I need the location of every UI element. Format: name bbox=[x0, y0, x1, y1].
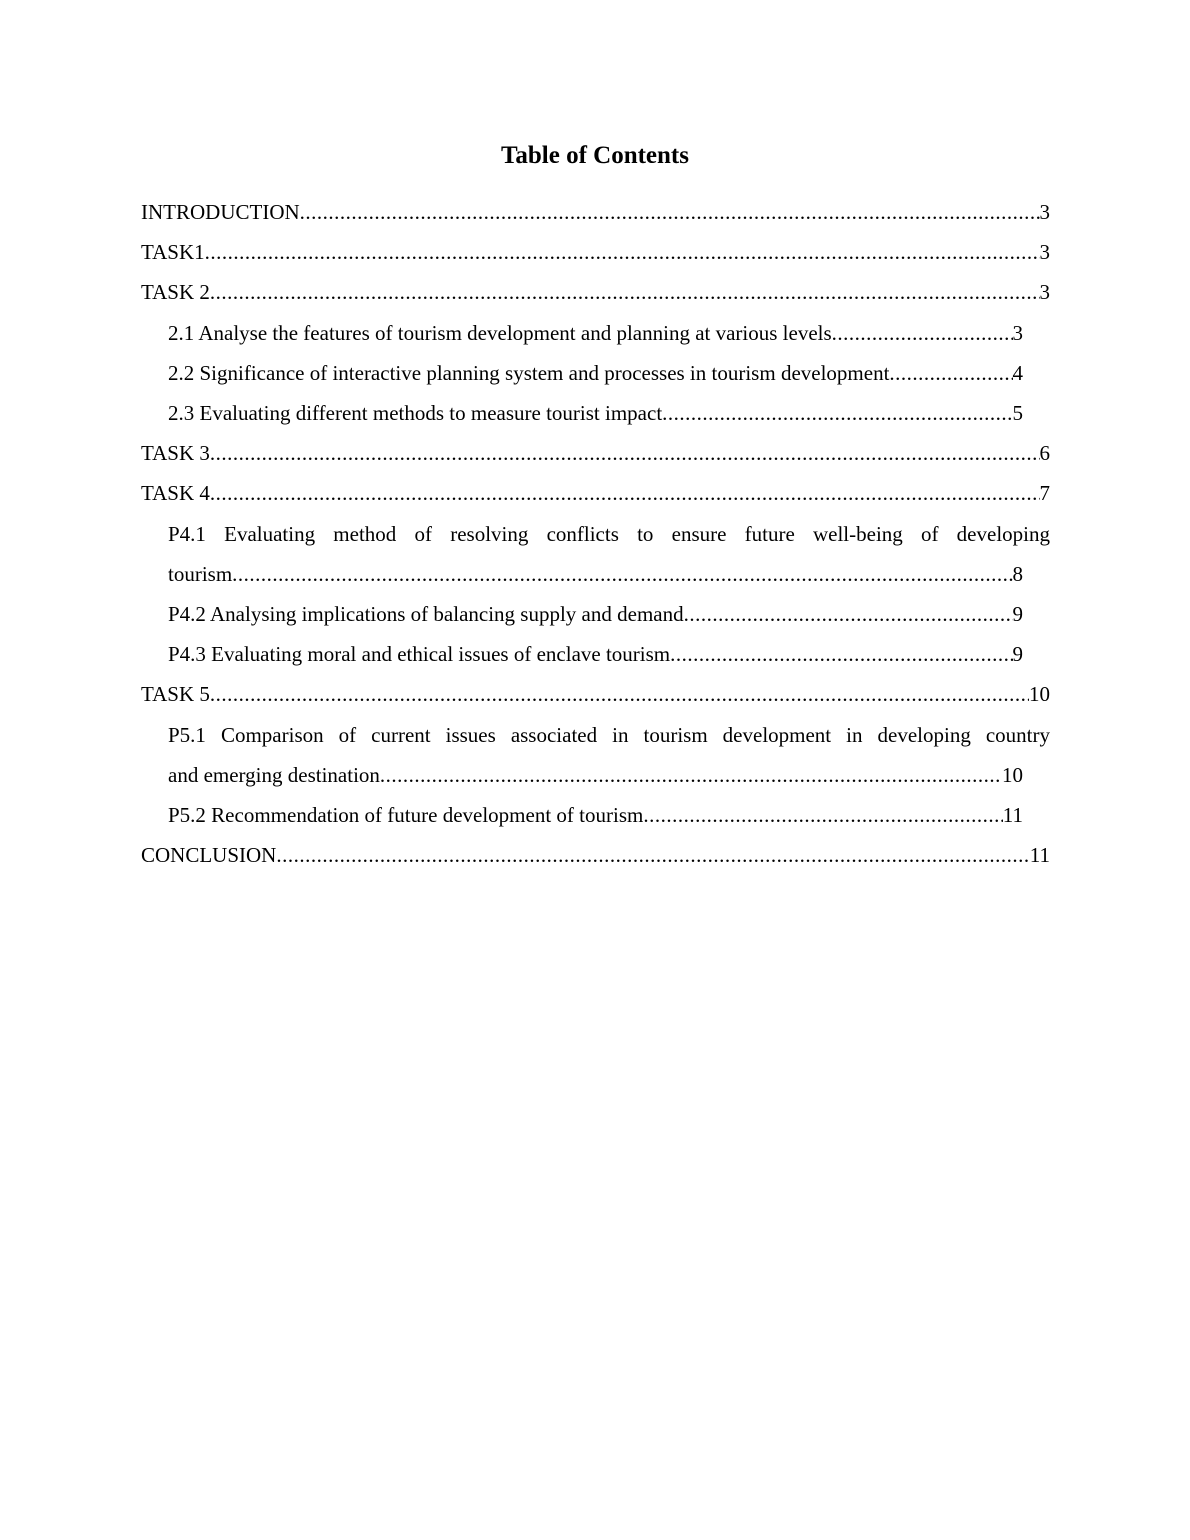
toc-entry-label-line1: P5.1 Comparison of current issues associated in tourism development in developing country bbox=[168, 722, 1050, 747]
toc-entry-label: P4.3 Evaluating moral and ethical issues of enclave tourism bbox=[168, 642, 671, 667]
toc-entry-label: TASK 2 bbox=[141, 280, 210, 305]
toc-entry-label: TASK 4 bbox=[141, 481, 210, 506]
toc-entry-task4[interactable] bbox=[141, 473, 1050, 513]
toc-entry-label: TASK1 bbox=[141, 240, 205, 265]
dot-leader bbox=[832, 313, 1013, 353]
toc-entry-page: 7 bbox=[1039, 481, 1050, 506]
toc-entry-page: 3 bbox=[1012, 320, 1023, 345]
dot-leader bbox=[205, 232, 1040, 272]
dot-leader bbox=[210, 674, 1029, 714]
toc-entry-2-2[interactable] bbox=[168, 353, 1023, 393]
toc-entry-p5-1[interactable] bbox=[168, 715, 1050, 795]
dot-leader bbox=[684, 594, 1013, 634]
dot-leader bbox=[670, 634, 1012, 674]
dot-leader bbox=[300, 192, 1040, 232]
toc-entry-label: 2.2 Significance of interactive planning system and processes in tourism development bbox=[168, 360, 890, 385]
toc-entry-page: 3 bbox=[1039, 240, 1050, 265]
toc-entry-label: CONCLUSION bbox=[141, 843, 277, 868]
toc-entry-introduction[interactable] bbox=[141, 192, 1050, 232]
toc-entry-page: 9 bbox=[1012, 642, 1023, 667]
dot-leader bbox=[643, 795, 1002, 835]
toc-entry-label: P4.2 Analysing implications of balancing supply and demand bbox=[168, 602, 684, 627]
dot-leader bbox=[210, 473, 1040, 513]
toc-entry-task2[interactable] bbox=[141, 272, 1050, 312]
toc-entry-page: 10 bbox=[1029, 682, 1050, 707]
toc-entry-p5-2[interactable] bbox=[168, 795, 1023, 835]
toc-entry-p4-1[interactable] bbox=[168, 514, 1050, 594]
toc-entry-page: 11 bbox=[1029, 843, 1050, 868]
toc-entry-page: 6 bbox=[1039, 441, 1050, 466]
toc-entry-page: 9 bbox=[1012, 602, 1023, 627]
dot-leader bbox=[210, 433, 1040, 473]
toc-entry-label-line2: and emerging destination bbox=[168, 762, 380, 787]
toc-entry-label: P5.2 Recommendation of future development of tourism bbox=[168, 803, 644, 828]
toc-entry-task5[interactable] bbox=[141, 674, 1050, 714]
toc-entry-conclusion[interactable] bbox=[141, 835, 1050, 875]
dot-leader bbox=[210, 272, 1040, 312]
toc-entry-label: 2.3 Evaluating different methods to measure tourist impact bbox=[168, 401, 663, 426]
toc-entry-page: 3 bbox=[1039, 200, 1050, 224]
toc-entry-page: 8 bbox=[1012, 561, 1023, 586]
toc-title: Table of Contents bbox=[501, 142, 689, 169]
toc-entry-label: INTRODUCTION bbox=[141, 200, 300, 224]
toc-entry-p4-2[interactable] bbox=[168, 594, 1023, 634]
toc-entry-label: TASK 3 bbox=[141, 441, 210, 466]
toc-entry-page: 10 bbox=[1002, 762, 1023, 787]
toc-entry-page: 4 bbox=[1012, 360, 1023, 385]
dot-leader bbox=[380, 755, 1002, 795]
toc-entry-page: 5 bbox=[1012, 401, 1023, 426]
toc-entry-page: 11 bbox=[1002, 803, 1023, 828]
dot-leader bbox=[662, 393, 1012, 433]
toc-entry-2-3[interactable] bbox=[168, 393, 1023, 433]
toc-entry-label-line2: tourism bbox=[168, 561, 233, 586]
toc-entry-label-line1: P4.1 Evaluating method of resolving conflicts to ensure future well-being of developing bbox=[168, 521, 1050, 546]
toc-entry-task3[interactable] bbox=[141, 433, 1050, 473]
dot-leader bbox=[232, 554, 1012, 594]
toc-entry-label: TASK 5 bbox=[141, 682, 210, 707]
table-of-contents bbox=[141, 192, 1050, 875]
toc-entry-task1[interactable] bbox=[141, 232, 1050, 272]
dot-leader bbox=[276, 835, 1029, 875]
toc-entry-p4-3[interactable] bbox=[168, 634, 1023, 674]
toc-entry-page: 3 bbox=[1039, 280, 1050, 305]
dot-leader bbox=[889, 353, 1012, 393]
toc-entry-label: 2.1 Analyse the features of tourism development and planning at various levels bbox=[168, 320, 832, 345]
toc-entry-2-1[interactable] bbox=[168, 313, 1023, 353]
